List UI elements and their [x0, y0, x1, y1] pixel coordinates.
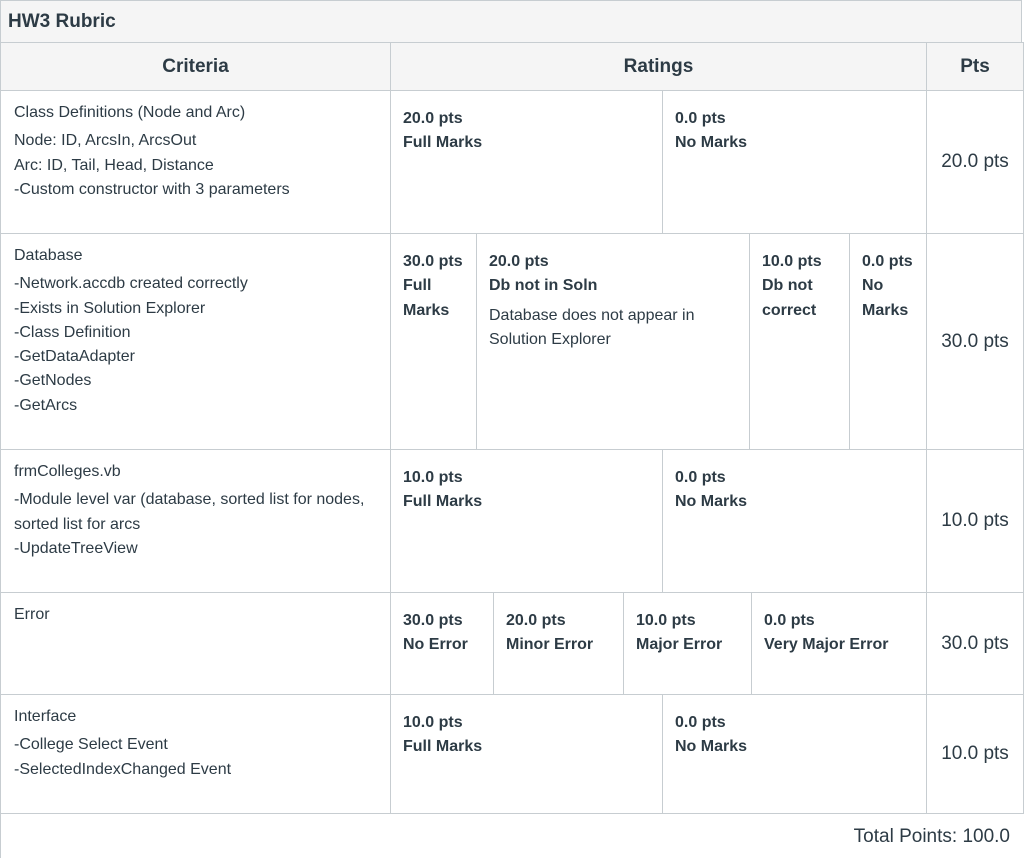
rating-points: 10.0 pts [403, 714, 463, 731]
criterion-detail-line: -Module level var (database, sorted list for nodes, [14, 491, 365, 509]
criterion-long-description [14, 272, 377, 418]
criterion-detail-line: -College Select Event [14, 736, 168, 754]
header-pts: Pts [927, 43, 1024, 91]
criterion-points: 20.0 pts [927, 91, 1024, 234]
criterion-row [0, 695, 1024, 814]
criterion-points: 10.0 pts [927, 450, 1024, 593]
rating-points: 10.0 pts [636, 612, 696, 629]
criterion-points: 30.0 pts [927, 234, 1024, 450]
criterion-detail-line: -UpdateTreeView [14, 539, 138, 557]
criterion-detail-line: -SelectedIndexChanged Event [14, 760, 232, 778]
criterion-long-description [14, 129, 377, 202]
rating-points: 20.0 pts [489, 253, 549, 270]
criterion-row [0, 593, 1024, 695]
rating-name: Full Marks [403, 738, 483, 756]
rating-name: No Marks [675, 738, 748, 756]
rating-points: 10.0 pts [762, 253, 822, 270]
rating-cell[interactable] [391, 450, 663, 593]
criterion-detail-line: -GetArcs [14, 396, 78, 414]
criterion-row [0, 234, 1024, 450]
rating-long-description: Database does not appear in Solution Explorer [489, 306, 695, 348]
rating-name: Major Error [636, 636, 723, 654]
rating-cell[interactable] [494, 593, 624, 695]
header-ratings: Ratings [391, 43, 927, 91]
criterion-cell [0, 234, 391, 450]
criterion-detail-line: Node: ID, ArcsIn, ArcsOut [14, 132, 197, 150]
criterion-long-description [14, 733, 377, 782]
criterion-detail-line: -Class Definition [14, 323, 131, 341]
criterion-description: Database [14, 247, 83, 264]
total-points: Total Points: 100.0 [853, 826, 1010, 847]
rating-name: Full Marks [403, 134, 483, 152]
criterion-detail-line: Arc: ID, Tail, Head, Distance [14, 156, 214, 174]
rating-name: Minor Error [506, 636, 594, 654]
criterion-description: frmColleges.vb [14, 463, 121, 480]
criterion-row [0, 450, 1024, 593]
rating-cell[interactable] [750, 234, 850, 450]
rating-name: Very Major Error [764, 636, 889, 654]
rating-name: No Marks [862, 277, 909, 319]
rating-name: No Marks [675, 493, 748, 511]
rating-name: Db not correct [762, 277, 817, 319]
criterion-description: Class Definitions (Node and Arc) [14, 104, 246, 121]
rubric-title-bar [0, 0, 1022, 42]
rubric-footer [0, 814, 1024, 858]
criterion-points: 10.0 pts [927, 695, 1024, 814]
criterion-detail-line: -GetDataAdapter [14, 348, 135, 366]
rating-points: 20.0 pts [506, 612, 566, 629]
criterion-cell [0, 450, 391, 593]
rating-name: Full Marks [403, 493, 483, 511]
criterion-detail-line: -Network.accdb created correctly [14, 275, 248, 293]
criterion-detail-line: -Custom constructor with 3 parameters [14, 180, 290, 198]
rating-points: 0.0 pts [675, 714, 726, 731]
rating-cell[interactable] [391, 234, 477, 450]
rating-points: 20.0 pts [403, 110, 463, 127]
rating-cell[interactable] [391, 91, 663, 234]
rating-name: No Error [403, 636, 468, 654]
rating-cell[interactable] [391, 593, 494, 695]
rating-points: 10.0 pts [403, 469, 463, 486]
rating-points: 0.0 pts [675, 469, 726, 486]
criterion-cell [0, 695, 391, 814]
rating-points: 0.0 pts [764, 612, 815, 629]
rating-points: 30.0 pts [403, 253, 463, 270]
criterion-long-description [14, 488, 377, 561]
rating-name: Db not in Soln [489, 277, 598, 295]
criterion-detail-line: -GetNodes [14, 372, 92, 390]
rating-cell[interactable] [624, 593, 752, 695]
rating-cell[interactable] [663, 450, 927, 593]
criterion-cell [0, 91, 391, 234]
table-header-row [0, 42, 1024, 91]
rating-points: 0.0 pts [862, 253, 913, 270]
rubric-title: HW3 Rubric [8, 11, 116, 32]
rating-points: 0.0 pts [675, 110, 726, 127]
criterion-detail-line: sorted list for arcs [14, 515, 141, 533]
rating-cell[interactable] [391, 695, 663, 814]
criterion-row [0, 91, 1024, 234]
rating-points: 30.0 pts [403, 612, 463, 629]
rating-cell[interactable] [850, 234, 927, 450]
rating-name: No Marks [675, 134, 748, 152]
criterion-description: Error [14, 606, 50, 623]
criterion-description: Interface [14, 708, 77, 725]
rating-cell[interactable] [663, 91, 927, 234]
rating-cell[interactable] [477, 234, 750, 450]
rating-cell[interactable] [752, 593, 927, 695]
rating-name: Full Marks [403, 277, 450, 319]
criterion-cell [0, 593, 391, 695]
criterion-points: 30.0 pts [927, 593, 1024, 695]
criterion-detail-line: -Exists in Solution Explorer [14, 299, 206, 317]
header-criteria: Criteria [0, 43, 391, 91]
rating-cell[interactable] [663, 695, 927, 814]
